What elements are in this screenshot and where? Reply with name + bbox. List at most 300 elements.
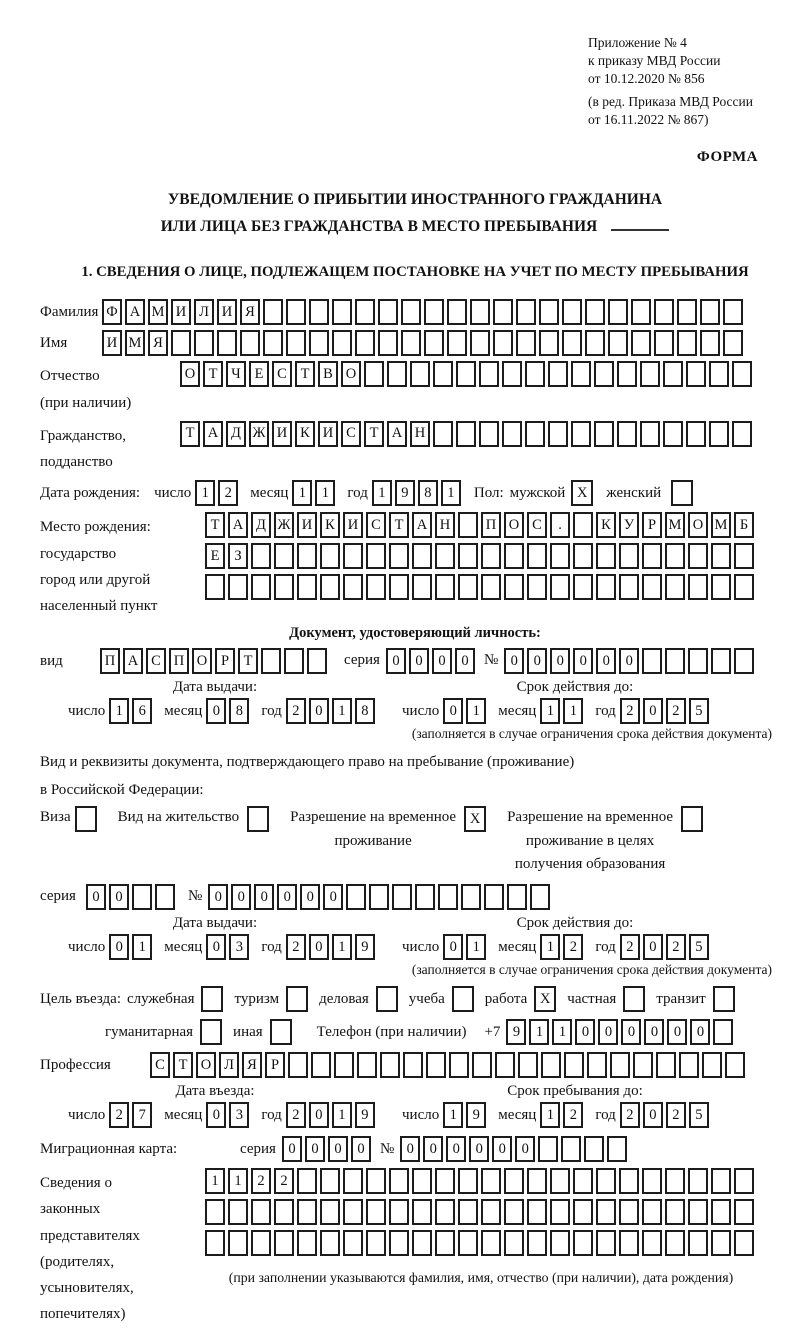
char-box[interactable] [573, 543, 593, 569]
char-box[interactable] [297, 1230, 317, 1256]
char-box[interactable] [734, 543, 754, 569]
char-box[interactable] [297, 543, 317, 569]
char-box[interactable] [433, 421, 453, 447]
char-box[interactable]: А [125, 299, 145, 325]
char-box[interactable]: 0 [621, 1019, 641, 1045]
char-box[interactable]: Ч [226, 361, 246, 387]
char-box[interactable]: 2 [109, 1102, 129, 1128]
char-box[interactable] [424, 299, 444, 325]
char-box[interactable]: 1 [529, 1019, 549, 1045]
char-box[interactable] [366, 1168, 386, 1194]
char-box[interactable]: А [123, 648, 143, 674]
char-box[interactable]: 0 [206, 1102, 226, 1128]
char-box[interactable] [251, 1230, 271, 1256]
char-box[interactable] [734, 574, 754, 600]
char-box[interactable] [654, 330, 674, 356]
char-box[interactable]: 0 [208, 884, 228, 910]
char-box[interactable]: 0 [109, 884, 129, 910]
char-box[interactable]: 2 [286, 698, 306, 724]
char-box[interactable]: Д [251, 512, 271, 538]
char-box[interactable] [539, 299, 559, 325]
char-box[interactable]: 5 [689, 1102, 709, 1128]
char-box[interactable] [619, 1230, 639, 1256]
purpose-gumanitarnaya-checkbox[interactable] [200, 1019, 222, 1045]
char-box[interactable] [596, 574, 616, 600]
char-box[interactable] [734, 1230, 754, 1256]
char-box[interactable]: 1 [332, 698, 352, 724]
char-box[interactable] [502, 421, 522, 447]
char-box[interactable] [732, 421, 752, 447]
char-box[interactable] [412, 543, 432, 569]
char-box[interactable] [447, 299, 467, 325]
char-box[interactable] [527, 543, 547, 569]
char-box[interactable] [378, 299, 398, 325]
char-box[interactable] [538, 1136, 558, 1162]
char-box[interactable] [311, 1052, 331, 1078]
char-box[interactable] [343, 574, 363, 600]
char-box[interactable]: П [481, 512, 501, 538]
char-box[interactable] [343, 1230, 363, 1256]
char-box[interactable]: К [320, 512, 340, 538]
char-box[interactable] [458, 1168, 478, 1194]
char-box[interactable] [261, 648, 281, 674]
char-box[interactable]: 0 [469, 1136, 489, 1162]
char-box[interactable] [654, 299, 674, 325]
char-box[interactable] [297, 1199, 317, 1225]
char-box[interactable] [286, 299, 306, 325]
char-box[interactable] [433, 361, 453, 387]
char-box[interactable] [619, 1168, 639, 1194]
char-box[interactable] [663, 361, 683, 387]
char-box[interactable]: 0 [527, 648, 547, 674]
char-box[interactable] [516, 330, 536, 356]
char-box[interactable]: 2 [620, 698, 640, 724]
char-box[interactable] [617, 421, 637, 447]
char-box[interactable] [389, 1199, 409, 1225]
char-box[interactable]: 0 [109, 934, 129, 960]
char-box[interactable] [307, 648, 327, 674]
char-box[interactable]: И [297, 512, 317, 538]
char-box[interactable] [550, 1230, 570, 1256]
char-box[interactable] [516, 299, 536, 325]
char-box[interactable] [642, 543, 662, 569]
char-box[interactable]: И [318, 421, 338, 447]
char-box[interactable] [642, 1199, 662, 1225]
char-box[interactable]: С [366, 512, 386, 538]
char-box[interactable] [711, 543, 731, 569]
char-box[interactable] [665, 1168, 685, 1194]
char-box[interactable]: 0 [432, 648, 452, 674]
char-box[interactable] [205, 1199, 225, 1225]
char-box[interactable]: 0 [455, 648, 475, 674]
char-box[interactable] [284, 648, 304, 674]
char-box[interactable] [584, 1136, 604, 1162]
char-box[interactable]: И [171, 299, 191, 325]
char-box[interactable] [366, 574, 386, 600]
char-box[interactable]: 2 [274, 1168, 294, 1194]
char-box[interactable] [369, 884, 389, 910]
char-box[interactable] [700, 299, 720, 325]
char-box[interactable] [251, 1199, 271, 1225]
visa-checkbox[interactable] [75, 806, 97, 832]
sex-male-checkbox[interactable]: X [571, 480, 593, 506]
char-box[interactable]: К [295, 421, 315, 447]
char-box[interactable] [366, 1230, 386, 1256]
char-box[interactable] [228, 574, 248, 600]
char-box[interactable] [596, 543, 616, 569]
char-box[interactable] [410, 361, 430, 387]
char-box[interactable] [392, 884, 412, 910]
char-box[interactable] [688, 1199, 708, 1225]
char-box[interactable] [274, 574, 294, 600]
char-box[interactable] [656, 1052, 676, 1078]
char-box[interactable] [309, 299, 329, 325]
char-box[interactable] [548, 361, 568, 387]
char-box[interactable] [596, 1230, 616, 1256]
char-box[interactable]: 0 [619, 648, 639, 674]
char-box[interactable]: 1 [441, 480, 461, 506]
char-box[interactable]: Т [203, 361, 223, 387]
purpose-delovaya-checkbox[interactable] [376, 986, 398, 1012]
char-box[interactable]: И [217, 299, 237, 325]
char-box[interactable]: 5 [689, 698, 709, 724]
char-box[interactable] [435, 543, 455, 569]
char-box[interactable] [502, 361, 522, 387]
char-box[interactable]: Д [226, 421, 246, 447]
char-box[interactable] [527, 1199, 547, 1225]
char-box[interactable] [686, 421, 706, 447]
char-box[interactable]: 9 [466, 1102, 486, 1128]
char-box[interactable] [677, 299, 697, 325]
char-box[interactable] [435, 574, 455, 600]
char-box[interactable]: Е [249, 361, 269, 387]
char-box[interactable] [596, 1168, 616, 1194]
char-box[interactable]: 0 [400, 1136, 420, 1162]
char-box[interactable] [700, 330, 720, 356]
char-box[interactable] [251, 574, 271, 600]
char-box[interactable] [507, 884, 527, 910]
char-box[interactable] [435, 1199, 455, 1225]
char-box[interactable] [504, 543, 524, 569]
char-box[interactable] [608, 299, 628, 325]
char-box[interactable] [334, 1052, 354, 1078]
char-box[interactable]: У [619, 512, 639, 538]
char-box[interactable] [527, 1168, 547, 1194]
char-box[interactable] [424, 330, 444, 356]
char-box[interactable] [550, 543, 570, 569]
char-box[interactable]: 0 [443, 934, 463, 960]
char-box[interactable]: 2 [620, 1102, 640, 1128]
char-box[interactable]: М [665, 512, 685, 538]
char-box[interactable] [608, 330, 628, 356]
char-box[interactable]: 0 [598, 1019, 618, 1045]
char-box[interactable] [412, 1199, 432, 1225]
char-box[interactable] [550, 574, 570, 600]
char-box[interactable]: Т [295, 361, 315, 387]
char-box[interactable]: 9 [355, 1102, 375, 1128]
char-box[interactable] [585, 299, 605, 325]
char-box[interactable] [688, 574, 708, 600]
char-box[interactable]: О [196, 1052, 216, 1078]
char-box[interactable]: 0 [351, 1136, 371, 1162]
char-box[interactable]: 2 [666, 698, 686, 724]
char-box[interactable] [734, 1168, 754, 1194]
char-box[interactable] [155, 884, 175, 910]
char-box[interactable]: 0 [309, 698, 329, 724]
char-box[interactable]: 1 [332, 934, 352, 960]
char-box[interactable] [171, 330, 191, 356]
char-box[interactable] [504, 1168, 524, 1194]
char-box[interactable]: 0 [643, 698, 663, 724]
char-box[interactable] [438, 884, 458, 910]
char-box[interactable] [665, 648, 685, 674]
temp-residence-education-checkbox[interactable] [681, 806, 703, 832]
char-box[interactable] [389, 1168, 409, 1194]
char-box[interactable]: С [341, 421, 361, 447]
char-box[interactable] [355, 330, 375, 356]
char-box[interactable] [539, 330, 559, 356]
char-box[interactable] [380, 1052, 400, 1078]
char-box[interactable] [527, 1230, 547, 1256]
char-box[interactable] [343, 543, 363, 569]
char-box[interactable] [679, 1052, 699, 1078]
char-box[interactable] [617, 361, 637, 387]
char-box[interactable]: 2 [218, 480, 238, 506]
char-box[interactable] [640, 361, 660, 387]
char-box[interactable] [456, 421, 476, 447]
char-box[interactable] [401, 330, 421, 356]
char-box[interactable] [548, 421, 568, 447]
char-box[interactable] [435, 1168, 455, 1194]
char-box[interactable]: 1 [332, 1102, 352, 1128]
char-box[interactable]: 2 [666, 934, 686, 960]
char-box[interactable]: М [711, 512, 731, 538]
char-box[interactable] [401, 299, 421, 325]
char-box[interactable] [332, 330, 352, 356]
char-box[interactable]: Р [215, 648, 235, 674]
char-box[interactable] [251, 543, 271, 569]
char-box[interactable]: А [412, 512, 432, 538]
char-box[interactable] [686, 361, 706, 387]
purpose-turizm-checkbox[interactable] [286, 986, 308, 1012]
char-box[interactable]: О [341, 361, 361, 387]
char-box[interactable] [573, 512, 593, 538]
char-box[interactable]: 8 [229, 698, 249, 724]
char-box[interactable] [550, 1199, 570, 1225]
char-box[interactable] [677, 330, 697, 356]
char-box[interactable]: 0 [643, 934, 663, 960]
char-box[interactable]: Т [364, 421, 384, 447]
char-box[interactable] [320, 574, 340, 600]
char-box[interactable]: 0 [300, 884, 320, 910]
char-box[interactable]: 2 [666, 1102, 686, 1128]
purpose-rabota-checkbox[interactable]: X [534, 986, 556, 1012]
char-box[interactable] [594, 421, 614, 447]
char-box[interactable]: 0 [550, 648, 570, 674]
char-box[interactable] [274, 543, 294, 569]
char-box[interactable]: 0 [309, 1102, 329, 1128]
char-box[interactable] [573, 574, 593, 600]
char-box[interactable]: Л [219, 1052, 239, 1078]
char-box[interactable] [585, 330, 605, 356]
char-box[interactable] [610, 1052, 630, 1078]
char-box[interactable]: 3 [229, 1102, 249, 1128]
char-box[interactable] [461, 884, 481, 910]
char-box[interactable] [320, 1168, 340, 1194]
char-box[interactable] [479, 361, 499, 387]
char-box[interactable] [320, 1230, 340, 1256]
char-box[interactable] [481, 574, 501, 600]
char-box[interactable]: 2 [620, 934, 640, 960]
char-box[interactable] [711, 648, 731, 674]
char-box[interactable] [355, 299, 375, 325]
char-box[interactable]: 0 [277, 884, 297, 910]
char-box[interactable] [309, 330, 329, 356]
char-box[interactable] [263, 330, 283, 356]
char-box[interactable] [378, 330, 398, 356]
char-box[interactable] [631, 330, 651, 356]
char-box[interactable]: 0 [86, 884, 106, 910]
purpose-sluzhebnaya-checkbox[interactable] [201, 986, 223, 1012]
char-box[interactable]: 9 [395, 480, 415, 506]
char-box[interactable]: 1 [563, 698, 583, 724]
char-box[interactable]: 1 [540, 934, 560, 960]
char-box[interactable]: Ж [249, 421, 269, 447]
char-box[interactable]: 0 [575, 1019, 595, 1045]
char-box[interactable] [665, 574, 685, 600]
char-box[interactable]: 1 [540, 698, 560, 724]
char-box[interactable] [297, 574, 317, 600]
purpose-inaya-checkbox[interactable] [270, 1019, 292, 1045]
char-box[interactable]: 0 [573, 648, 593, 674]
char-box[interactable]: . [550, 512, 570, 538]
char-box[interactable]: Ф [102, 299, 122, 325]
char-box[interactable]: 0 [644, 1019, 664, 1045]
char-box[interactable] [357, 1052, 377, 1078]
char-box[interactable] [389, 1230, 409, 1256]
char-box[interactable]: 0 [305, 1136, 325, 1162]
char-box[interactable] [366, 543, 386, 569]
char-box[interactable] [458, 543, 478, 569]
char-box[interactable] [504, 574, 524, 600]
char-box[interactable]: И [102, 330, 122, 356]
char-box[interactable] [518, 1052, 538, 1078]
char-box[interactable] [412, 574, 432, 600]
char-box[interactable] [364, 361, 384, 387]
char-box[interactable]: 1 [540, 1102, 560, 1128]
char-box[interactable] [525, 361, 545, 387]
char-box[interactable] [493, 330, 513, 356]
char-box[interactable] [263, 299, 283, 325]
char-box[interactable] [132, 884, 152, 910]
char-box[interactable] [619, 1199, 639, 1225]
char-box[interactable] [709, 361, 729, 387]
purpose-chastnaya-checkbox[interactable] [623, 986, 645, 1012]
char-box[interactable]: М [148, 299, 168, 325]
char-box[interactable]: Я [240, 299, 260, 325]
char-box[interactable]: 0 [492, 1136, 512, 1162]
char-box[interactable] [665, 1199, 685, 1225]
char-box[interactable] [479, 421, 499, 447]
char-box[interactable]: Ж [274, 512, 294, 538]
char-box[interactable]: 0 [282, 1136, 302, 1162]
char-box[interactable] [389, 574, 409, 600]
char-box[interactable]: 9 [355, 934, 375, 960]
char-box[interactable] [481, 1168, 501, 1194]
char-box[interactable]: 0 [409, 648, 429, 674]
char-box[interactable] [205, 1230, 225, 1256]
char-box[interactable] [711, 1199, 731, 1225]
char-box[interactable] [640, 421, 660, 447]
char-box[interactable]: О [504, 512, 524, 538]
char-box[interactable] [366, 1199, 386, 1225]
char-box[interactable] [725, 1052, 745, 1078]
char-box[interactable] [525, 421, 545, 447]
char-box[interactable]: 7 [132, 1102, 152, 1128]
char-box[interactable] [619, 574, 639, 600]
char-box[interactable] [573, 1199, 593, 1225]
char-box[interactable]: Т [180, 421, 200, 447]
char-box[interactable]: С [527, 512, 547, 538]
char-box[interactable] [541, 1052, 561, 1078]
char-box[interactable]: 1 [292, 480, 312, 506]
char-box[interactable]: О [180, 361, 200, 387]
char-box[interactable]: 9 [506, 1019, 526, 1045]
char-box[interactable]: 1 [132, 934, 152, 960]
char-box[interactable] [711, 1168, 731, 1194]
char-box[interactable]: 0 [515, 1136, 535, 1162]
char-box[interactable]: 0 [667, 1019, 687, 1045]
char-box[interactable] [387, 361, 407, 387]
char-box[interactable]: 0 [446, 1136, 466, 1162]
char-box[interactable] [713, 1019, 733, 1045]
char-box[interactable] [723, 330, 743, 356]
char-box[interactable]: Н [410, 421, 430, 447]
char-box[interactable]: 0 [643, 1102, 663, 1128]
char-box[interactable]: Я [242, 1052, 262, 1078]
char-box[interactable]: 6 [132, 698, 152, 724]
char-box[interactable]: 2 [286, 1102, 306, 1128]
char-box[interactable] [530, 884, 550, 910]
char-box[interactable]: 1 [466, 934, 486, 960]
char-box[interactable] [274, 1230, 294, 1256]
char-box[interactable] [332, 299, 352, 325]
char-box[interactable] [458, 1230, 478, 1256]
char-box[interactable] [286, 330, 306, 356]
char-box[interactable] [573, 1230, 593, 1256]
char-box[interactable] [458, 512, 478, 538]
char-box[interactable] [619, 543, 639, 569]
char-box[interactable]: 0 [323, 884, 343, 910]
sex-female-checkbox[interactable] [671, 480, 693, 506]
char-box[interactable] [415, 884, 435, 910]
char-box[interactable]: 2 [251, 1168, 271, 1194]
char-box[interactable] [596, 1199, 616, 1225]
char-box[interactable] [665, 1230, 685, 1256]
char-box[interactable] [573, 1168, 593, 1194]
char-box[interactable] [449, 1052, 469, 1078]
char-box[interactable] [688, 543, 708, 569]
char-box[interactable] [734, 1199, 754, 1225]
residence-permit-checkbox[interactable] [247, 806, 269, 832]
char-box[interactable] [642, 1168, 662, 1194]
char-box[interactable] [495, 1052, 515, 1078]
char-box[interactable] [435, 1230, 455, 1256]
char-box[interactable] [194, 330, 214, 356]
char-box[interactable] [734, 648, 754, 674]
char-box[interactable] [228, 1230, 248, 1256]
char-box[interactable]: 1 [315, 480, 335, 506]
